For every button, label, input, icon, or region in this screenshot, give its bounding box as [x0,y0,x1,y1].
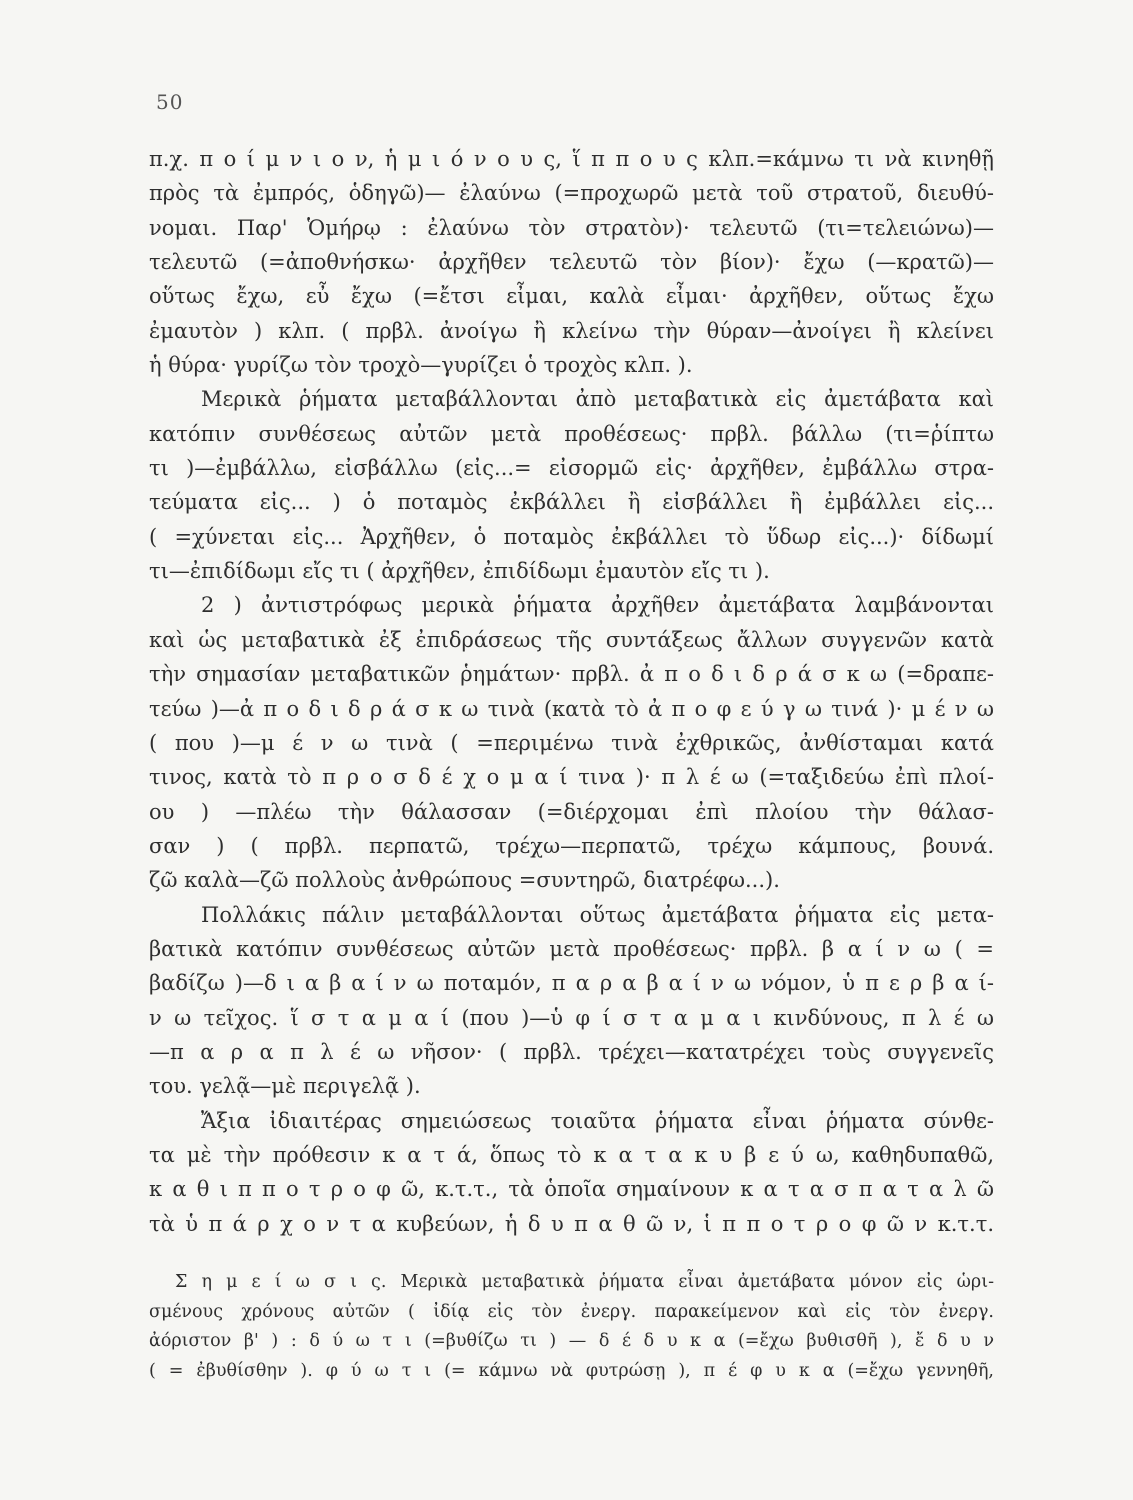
text-line: σαν ) ( πρβλ. περπατῶ, τρέχω—περπατῶ, τρέχω κάμπους, βουνά. [149,833,994,858]
text-line: νομαι. Παρ' Ὁμήρῳ : ἐλαύνω τὸν στρατὸν)· τελευτῶ (τι=τελειώνω)— [149,215,994,240]
text-line: τεύματα εἰς... ) ὁ ποταμὸς ἐκβάλλει ἢ εἰσβάλλει ἢ ἐμβάλλει εἰς... [149,490,994,515]
text-line: ( που )—μ έ ν ω τινὰ ( =περιμένω τινὰ ἐχθρικῶς, ἀνθίσταμαι κατά [149,730,994,755]
text-line: βαδίζω )—δ ι α β α ί ν ω ποταμόν, π α ρ α β α ί ν ω νόμον, ὑ π ε ρ β α ί- [149,971,994,996]
text-line: βατικὰ κατόπιν συνθέσεως αὐτῶν μετὰ προθέσεως· πρβλ. β α ί ν ω ( = [149,936,994,961]
text-line: ν ω τεῖχος. ἵ σ τ α μ α ί (που )—ὑ φ ί σ τ α μ α ι κινδύνους, π λ έ ω [149,1005,994,1030]
body-text [149,142,994,1241]
footnote-line: Σ η μ ε ί ω σ ι ς. Μερικὰ μεταβατικὰ ῥήματα εἶναι ἀμετάβατα μόνον εἰς ὡρι- [175,1272,994,1292]
text-line: τελευτῶ (=ἀποθνήσκω· ἀρχῆθεν τελευτῶ τὸν βίον)· ἔχω (—κρατῶ)— [149,250,994,275]
text-line: Πολλάκις πάλιν μεταβάλλονται οὕτως ἀμετάβατα ῥήματα εἰς μετα- [201,902,994,927]
text-line: π.χ. π ο ί μ ν ι ο ν, ἡ μ ι ό ν ο υ ς, ἵ π π ο υ ς κλπ.=κάμνω τι νὰ κινηθῇ [149,147,994,171]
text-line: ου ) —πλέω τὴν θάλασσαν (=διέρχομαι ἐπὶ πλοίου τὴν θάλασ- [149,799,994,824]
text-line: του. γελᾷ—μὲ περιγελᾷ ). [149,1074,421,1099]
text-line: —π α ρ α π λ έ ω νῆσον· ( πρβλ. τρέχει—κατατρέχει τοὺς συγγενεῖς [149,1039,994,1064]
text-line: τὴν σημασίαν μεταβατικῶν ῥημάτων· πρβλ. ἀ π ο δ ι δ ρ ά σ κ ω (=δραπε- [149,662,994,687]
text-line: Ἄξια ἰδιαιτέρας σημειώσεως τοιαῦτα ῥήματα εἶναι ῥήματα σύνθε- [201,1108,994,1133]
text-line: τεύω )—ἀ π ο δ ι δ ρ ά σ κ ω τινὰ (κατὰ τὸ ἀ π ο φ ε ύ γ ω τινά )· μ έ ν ω [149,696,994,721]
footnote-line: ( = ἐβυθίσθην ). φ ύ ω τ ι (= κάμνω νὰ φυτρώσῃ ), π έ φ υ κ α (=ἔχω γεννηθῆ, [149,1360,994,1381]
text-line: ( =χύνεται εἰς... Ἀρχῆθεν, ὁ ποταμὸς ἐκβάλλει τὸ ὕδωρ εἰς...)· δίδωμί [149,524,994,549]
footnote-line: ἀόριστον β' ) : δ ύ ω τ ι (=βυθίζω τι ) — δ έ δ υ κ α (=ἔχω βυθισθῆ ), ἔ δ υ ν [149,1331,994,1351]
text-line: ἐμαυτὸν ) κλπ. ( πρβλ. ἀνοίγω ἢ κλείνω τὴν θύραν—ἀνοίγει ἢ κλείνει [149,318,994,343]
text-line: καὶ ὡς μεταβατικὰ ἐξ ἐπιδράσεως τῆς συντάξεως ἄλλων συγγενῶν κατὰ [149,627,994,652]
text-line: 2 ) ἀντιστρόφως μερικὰ ῥήματα ἀρχῆθεν ἀμετάβατα λαμβάνονται [201,593,994,618]
text-line: Μερικὰ ῥήματα μεταβάλλονται ἀπὸ μεταβατικὰ εἰς ἀμετάβατα καὶ [201,387,994,412]
text-line: τι )—ἐμβάλλω, εἰσβάλλω (εἰς...= εἰσορμῶ εἰς· ἀρχῆθεν, ἐμβάλλω στρα- [149,456,994,481]
text-line: τα μὲ τὴν πρόθεσιν κ α τ ά, ὅπως τὸ κ α τ α κ υ β ε ύ ω, καθηδυπαθῶ, [149,1142,994,1167]
text-line: κ α θ ι π π ο τ ρ ο φ ῶ, κ.τ.τ., τὰ ὁποῖα σημαίνουν κ α τ α σ π α τ α λ ῶ [149,1177,994,1202]
text-line: οὕτως ἔχω, εὖ ἔχω (=ἔτσι εἶμαι, καλὰ εἶμαι· ἀρχῆθεν, οὕτως ἔχω [149,284,994,309]
text-line: τὰ ὑ π ά ρ χ ο ν τ α κυβεύων, ἡ δ υ π α θ ῶ ν, ἱ π π ο τ ρ ο φ ῶ ν κ.τ.τ. [149,1211,994,1236]
text-line: κατόπιν συνθέσεως αὐτῶν μετὰ προθέσεως· πρβλ. βάλλω (τι=ῥίπτω [149,421,994,446]
text-line: ζῶ καλὰ—ζῶ πολλοὺς ἀνθρώπους =συντηρῶ, διατρέφω...). [149,868,780,893]
page-number: 50 [156,90,184,114]
text-line: πρὸς τὰ ἐμπρός, ὁδηγῶ)— ἐλαύνω (=προχωρῶ μετὰ τοῦ στρατοῦ, διευθύ- [149,181,994,206]
text-line: τι—ἐπιδίδωμι εἴς τι ( ἀρχῆθεν, ἐπιδίδωμι ἐμαυτὸν εἴς τι ). [149,559,770,584]
text-line: ἡ θύρα· γυρίζω τὸν τροχὸ—γυρίζει ὁ τροχὸς κλπ. ). [149,353,693,378]
footnote-line: σμένους χρόνους αὐτῶν ( ἰδίᾳ εἰς τὸν ἐνεργ. παρακείμενον καὶ εἰς τὸν ἐνεργ. [149,1301,994,1322]
text-line: τινος, κατὰ τὸ π ρ ο σ δ έ χ ο μ α ί τινα )· π λ έ ω (=ταξιδεύω ἐπὶ πλοί- [149,765,994,790]
footnote [149,1268,994,1386]
